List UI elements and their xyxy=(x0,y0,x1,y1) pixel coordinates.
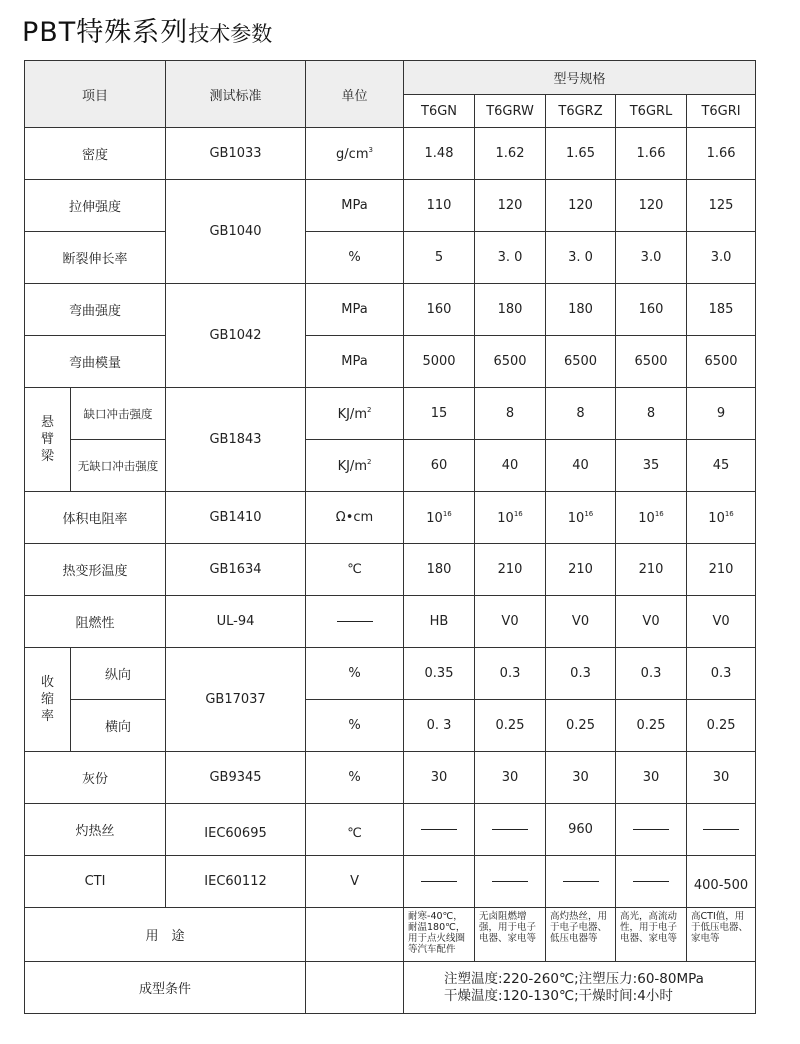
header-row xyxy=(25,61,756,95)
title-sub: 技术参数 xyxy=(188,22,273,46)
header-model: T6GRI xyxy=(687,95,756,128)
cell-value: 210 xyxy=(616,544,687,596)
cell-value: 0.35 xyxy=(404,648,475,700)
row-unit: % xyxy=(306,700,404,752)
row-label: 无缺口冲击强度 xyxy=(71,440,166,492)
header-model: T6GRW xyxy=(475,95,546,128)
row-unit xyxy=(306,596,404,648)
row-unit: % xyxy=(306,648,404,700)
cell-value: 120 xyxy=(546,180,616,232)
row-label: 断裂伸长率 xyxy=(25,232,166,284)
cell-value: 40 xyxy=(546,440,616,492)
row-label: 弯曲强度 xyxy=(25,284,166,336)
row-standard: GB1040 xyxy=(166,180,306,284)
cell-value: 180 xyxy=(546,284,616,336)
cell-value: 5000 xyxy=(404,336,475,388)
table-row xyxy=(25,440,756,492)
cell-value: $10^{16}$ xyxy=(687,492,756,544)
table-row xyxy=(25,232,756,284)
cell-value: 15 xyxy=(404,388,475,440)
cell-value: 960 xyxy=(546,804,616,856)
table-row xyxy=(25,180,756,232)
cell-value: 30 xyxy=(616,752,687,804)
row-label: 纵向 xyxy=(71,648,166,700)
row-label: 成型条件 xyxy=(25,962,306,1014)
cell-value: 30 xyxy=(687,752,756,804)
cell-value: 60 xyxy=(404,440,475,492)
cell-value: 45 xyxy=(687,440,756,492)
row-unit: Ω•cm xyxy=(306,492,404,544)
row-label: CTI xyxy=(25,856,166,908)
row-standard: GB1843 xyxy=(166,388,306,492)
cell-value xyxy=(475,856,546,908)
cell-value: 180 xyxy=(475,284,546,336)
cell-value: 210 xyxy=(475,544,546,596)
cell-value xyxy=(404,856,475,908)
header-model: T6GRL xyxy=(616,95,687,128)
cell-value: 1.62 xyxy=(475,128,546,180)
cell-value: 6500 xyxy=(546,336,616,388)
dash-mark xyxy=(563,881,599,882)
cell-value: V0 xyxy=(546,596,616,648)
cell-value xyxy=(616,856,687,908)
table-row xyxy=(25,128,756,180)
cell-value: 9 xyxy=(687,388,756,440)
cell-value: 6500 xyxy=(475,336,546,388)
cell-value: 1.48 xyxy=(404,128,475,180)
row-standard: GB1634 xyxy=(166,544,306,596)
cell-value: 160 xyxy=(616,284,687,336)
cell-value: 35 xyxy=(616,440,687,492)
cell-value: 400-500 xyxy=(687,856,756,908)
cell-value: 0. 3 xyxy=(404,700,475,752)
cell-value: $10^{16}$ xyxy=(475,492,546,544)
table-row xyxy=(25,336,756,388)
cell-value: 185 xyxy=(687,284,756,336)
table-row xyxy=(25,544,756,596)
cell-value xyxy=(475,804,546,856)
table-row xyxy=(25,856,756,908)
dash-mark xyxy=(492,881,528,882)
cell-value: $10^{16}$ xyxy=(546,492,616,544)
header-item: 项目 xyxy=(25,61,166,128)
row-label: 阻燃性 xyxy=(25,596,166,648)
usage-cell: 无卤阻燃增强，用于电子电器、家电等 xyxy=(475,908,546,962)
usage-cell: 耐寒-40℃，耐温180℃，用于点火线圈等汽车配件 xyxy=(404,908,475,962)
row-unit: MPa xyxy=(306,336,404,388)
spec-table xyxy=(24,60,756,1014)
row-standard: IEC60695 xyxy=(166,804,306,856)
row-label: 热变形温度 xyxy=(25,544,166,596)
row-label: 拉伸强度 xyxy=(25,180,166,232)
row-label: 用 途 xyxy=(25,908,306,962)
dash-mark xyxy=(337,621,373,622)
header-unit: 单位 xyxy=(306,61,404,128)
cell-value: 6500 xyxy=(687,336,756,388)
cell-value: 8 xyxy=(546,388,616,440)
header-standard: 测试标准 xyxy=(166,61,306,128)
table-row-molding xyxy=(25,962,756,1014)
cell-value: V0 xyxy=(475,596,546,648)
cell-value: 30 xyxy=(404,752,475,804)
row-standard: GB1042 xyxy=(166,284,306,388)
cell-value: V0 xyxy=(616,596,687,648)
dash-mark xyxy=(633,829,669,830)
row-standard: GB1410 xyxy=(166,492,306,544)
cell-value: 110 xyxy=(404,180,475,232)
row-label: 灼热丝 xyxy=(25,804,166,856)
dash-mark xyxy=(633,881,669,882)
cell-value: 210 xyxy=(546,544,616,596)
table-row xyxy=(25,284,756,336)
cell-value xyxy=(546,856,616,908)
usage-cell: 高灼热丝，用于电子电器、低压电器等 xyxy=(546,908,616,962)
usage-cell: 高CTI值，用于低压电器、家电等 xyxy=(687,908,756,962)
row-label: 密度 xyxy=(25,128,166,180)
usage-cell: 高光，高流动性，用于电子电器、家电等 xyxy=(616,908,687,962)
row-label: 横向 xyxy=(71,700,166,752)
molding-line: 注塑温度:220-260℃;注塑压力:60-80MPa xyxy=(444,970,704,987)
cell-value: 30 xyxy=(475,752,546,804)
table-row xyxy=(25,596,756,648)
row-unit: % xyxy=(306,752,404,804)
cell-value: 3.0 xyxy=(687,232,756,284)
row-unit: $KJ/m^2$ xyxy=(306,388,404,440)
cell-value: 120 xyxy=(475,180,546,232)
cell-value: 0.3 xyxy=(546,648,616,700)
cell-value: 5 xyxy=(404,232,475,284)
table-row xyxy=(25,388,756,440)
row-unit: $KJ/m^2$ xyxy=(306,440,404,492)
table-row xyxy=(25,804,756,856)
dash-mark xyxy=(703,829,739,830)
row-unit: MPa xyxy=(306,180,404,232)
row-unit: % xyxy=(306,232,404,284)
cell-value: 1.66 xyxy=(616,128,687,180)
cell-value: 1.65 xyxy=(546,128,616,180)
cell-value xyxy=(687,804,756,856)
table-row xyxy=(25,492,756,544)
cell-value: 0.25 xyxy=(616,700,687,752)
cell-value: 120 xyxy=(616,180,687,232)
row-unit-empty xyxy=(306,908,404,962)
cell-value: 210 xyxy=(687,544,756,596)
cell-value: 8 xyxy=(616,388,687,440)
cell-value: 0.25 xyxy=(687,700,756,752)
cell-value: V0 xyxy=(687,596,756,648)
cell-value: 125 xyxy=(687,180,756,232)
cell-value: 40 xyxy=(475,440,546,492)
title-main: PBT特殊系列 xyxy=(22,17,189,48)
page-title xyxy=(22,10,272,50)
cell-value: 0.3 xyxy=(475,648,546,700)
cell-value: 3. 0 xyxy=(546,232,616,284)
header-model: T6GRZ xyxy=(546,95,616,128)
molding-conditions xyxy=(404,962,756,1014)
header-model: T6GN xyxy=(404,95,475,128)
cell-value xyxy=(616,804,687,856)
dash-mark xyxy=(421,829,457,830)
cell-value: 1.66 xyxy=(687,128,756,180)
row-unit: ℃ xyxy=(306,804,404,856)
cell-value xyxy=(404,804,475,856)
cell-value: 0.3 xyxy=(687,648,756,700)
dash-mark xyxy=(421,881,457,882)
header-model-group: 型号规格 xyxy=(404,61,756,95)
table-row-usage xyxy=(25,908,756,962)
cell-value: 160 xyxy=(404,284,475,336)
row-label: 弯曲模量 xyxy=(25,336,166,388)
row-label: 体积电阻率 xyxy=(25,492,166,544)
group-label-cantilever: 悬 臂 梁 xyxy=(25,388,71,492)
cell-value: 6500 xyxy=(616,336,687,388)
cell-value: $10^{16}$ xyxy=(616,492,687,544)
cell-value: 3.0 xyxy=(616,232,687,284)
row-standard: UL-94 xyxy=(166,596,306,648)
row-standard: GB17037 xyxy=(166,648,306,752)
cell-value: 0.25 xyxy=(546,700,616,752)
cell-value: 180 xyxy=(404,544,475,596)
dash-mark xyxy=(492,829,528,830)
cell-value: 0.25 xyxy=(475,700,546,752)
group-label-shrinkage: 收 缩 率 xyxy=(25,648,71,752)
cell-value: HB xyxy=(404,596,475,648)
table-row xyxy=(25,752,756,804)
cell-value: $10^{16}$ xyxy=(404,492,475,544)
row-unit: V xyxy=(306,856,404,908)
row-unit: MPa xyxy=(306,284,404,336)
row-unit: ℃ xyxy=(306,544,404,596)
cell-value: 3. 0 xyxy=(475,232,546,284)
row-standard: IEC60112 xyxy=(166,856,306,908)
row-standard: GB9345 xyxy=(166,752,306,804)
row-standard: GB1033 xyxy=(166,128,306,180)
cell-value: 30 xyxy=(546,752,616,804)
cell-value: 0.3 xyxy=(616,648,687,700)
row-unit-empty xyxy=(306,962,404,1014)
table-row xyxy=(25,648,756,700)
row-label: 灰份 xyxy=(25,752,166,804)
table-row xyxy=(25,700,756,752)
cell-value: 8 xyxy=(475,388,546,440)
molding-line: 干燥温度:120-130℃;干燥时间:4小时 xyxy=(444,987,673,1004)
row-label: 缺口冲击强度 xyxy=(71,388,166,440)
row-unit: $g/cm^3$ xyxy=(306,128,404,180)
